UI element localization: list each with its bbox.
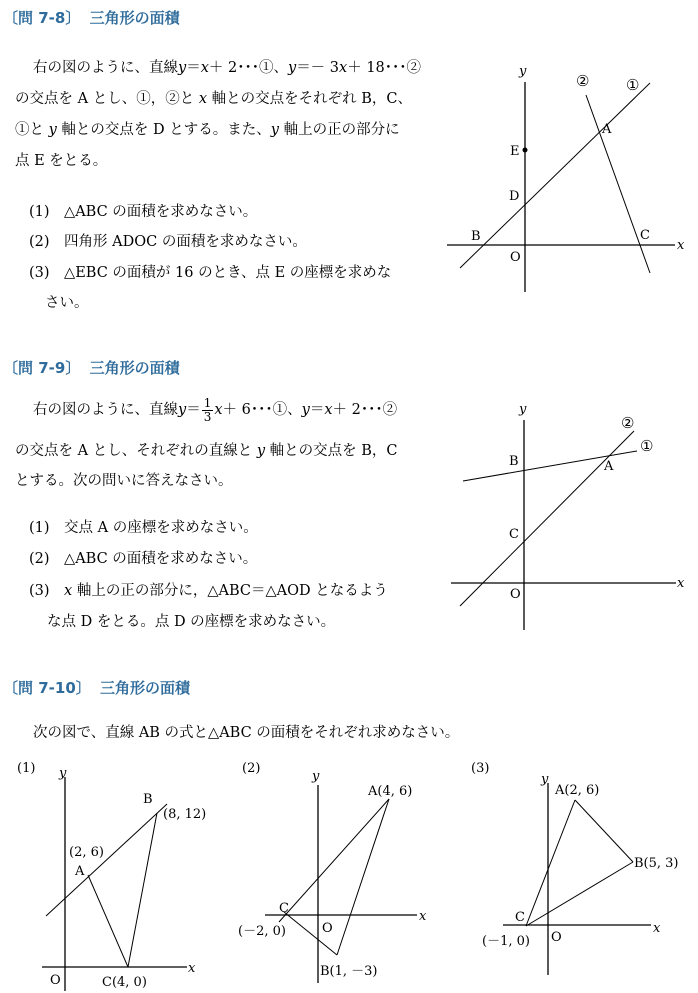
q78-eq2-eq: ＝－ 3 [296,60,340,76]
q710-intro: 次の図で、直線 AB の式と△ABC の面積をそれぞれ求めなさい。 [33,725,460,741]
q78-intro-line2 [15,89,412,109]
q79-title: 三角形の面積 [89,359,180,377]
q710-fig1-a-coord: (2, 6) [69,845,104,860]
q710-fig1-line-ab [46,804,167,916]
q78-intro-line4: 点 E をとる。 [15,153,108,169]
q78-line-2 [586,95,650,273]
q78-heading [3,7,180,28]
q710-fig2-c-coord: (－2, 0) [238,924,286,939]
q79-fig-line1-label: ① [640,437,654,455]
q78-eq1-x: x [200,60,209,76]
q79-intro-text: 右の図のように、直線 [33,402,178,418]
q78-eq1-eq: ＝ [186,60,201,76]
q79-question-2: (2) △ABC の面積を求めなさい。 [29,551,258,567]
q79-label: 〔問 7-9〕 [3,359,81,377]
q710-figure-3 [465,755,698,993]
q710-fig1-b-coord: (8, 12) [163,807,207,822]
q710-fig2-side-ca [279,799,389,922]
q79-question-3-cont: な点 D をとる。点 D の座標を求めなさい。 [47,614,336,630]
q78-fig-line1-label: ① [626,76,640,94]
q78-question-1: (1) △ABC の面積を求めなさい。 [29,204,258,220]
q78-fig-o: O [510,250,521,265]
q78-point-e [523,148,528,153]
q79-intro-line1 [33,395,397,425]
q78-intro3-y: y [48,122,57,138]
q710-fig1-number: (1) [17,761,36,776]
q79-intro-line2 [15,441,397,461]
q710-fig1-x-label: x [188,961,196,976]
q710-fig3-side-bc [526,862,633,926]
q710-fig2-a: A(4, 6) [368,784,413,799]
q79-fig-x-label: x [677,576,685,591]
q78-fig-x-label: x [677,238,685,253]
q78-question-2: (2) 四角形 ADOC の面積を求めなさい。 [29,234,307,250]
q710-fig2-x-label: x [419,909,427,924]
q79-intro-line3: とする。次の問いに答えなさい。 [15,473,233,489]
q79-eq1-fraction [202,397,214,424]
q79-eq1-x: x [214,402,223,418]
q710-fig2-b: B(1, －3) [320,964,378,979]
q710-label: 〔問 7-10〕 [3,679,91,697]
q79-fig-a: A [604,459,614,474]
q710-title: 三角形の面積 [100,679,191,697]
q79-heading [3,357,180,378]
q79-fig-c: C [509,527,519,542]
q78-intro3-a: ①と [15,122,49,138]
q78-figure [440,55,698,300]
q79-line-2 [460,431,634,606]
q78-fig-a: A [602,122,612,137]
q710-fig1-y-label: y [59,766,67,781]
q78-intro-line1 [33,58,421,78]
q78-fig-line2-label: ② [576,72,590,90]
q710-fig3-y-label: y [541,772,549,787]
q710-fig1-a: A [75,864,85,879]
q79-eq1-denominator: 3 [203,409,212,424]
q79-eq1-numerator: 1 [203,395,212,410]
q78-fig-b: B [471,229,481,244]
q79-q3-post: 軸上の正の部分に，△ABC＝△AOD となるよう [72,583,388,599]
q710-fig3-side-ab [575,800,633,862]
q79-question-3 [29,581,388,601]
q710-fig2-side-ab [337,799,389,955]
q710-fig2-y-label: y [312,769,320,784]
q710-figure-2 [232,755,442,993]
q78-intro2-a: の交点を A とし、①，②と [15,91,199,107]
q710-fig1-o: O [50,973,61,988]
q79-fig-line2-label: ② [621,414,635,432]
q710-fig1-b: B [143,792,153,807]
q79-fig-y-label: y [519,402,527,417]
q79-eq2-x: x [324,402,333,418]
q710-fig1-c: C(4, 0) [102,975,147,990]
q78-question-3-cont: さい。 [45,295,89,311]
q710-fig1-side-ac [88,875,128,967]
q710-fig3-side-ca [526,800,575,926]
q710-fig2-number: (2) [242,761,261,776]
q78-fig-y-label: y [519,64,527,79]
q710-fig3-o: O [551,930,562,945]
q79-eq2-y: y [301,402,310,418]
q79-intro2-a: の交点を A とし、それぞれの直線と [15,443,257,459]
q78-fig-c: C [640,228,650,243]
q78-intro-text: 右の図のように、直線 [33,60,178,76]
q78-fig-e: E [510,144,520,159]
q79-figure [440,395,698,635]
q79-q3-x: x [64,583,73,599]
q710-figure-1 [15,755,230,993]
q79-eq1-eq: ＝ [186,402,201,418]
q78-intro3-c: 軸上の正の部分に [278,122,400,138]
q79-eq2-tail: ＋ 2･･･② [332,402,398,418]
q710-fig3-b: B(5, 3) [634,856,679,871]
q78-intro2-b: 軸との交点をそれぞれ B，C、 [207,91,412,107]
q78-eq2-tail: ＋ 18･･･② [347,60,422,76]
q78-eq1-y: y [178,60,187,76]
q79-eq2-eq: ＝ [309,402,325,418]
q710-fig3-c: C [515,910,525,925]
q78-intro3-b: 軸との交点を D とする。また、 [56,122,271,138]
q78-intro2-x: x [198,91,207,107]
q79-eq1-tail: ＋ 6･･･①、 [222,402,302,418]
q78-label: 〔問 7-8〕 [3,9,81,27]
q79-question-1: (1) 交点 A の座標を求めなさい。 [29,520,258,536]
q78-fig-d: D [509,189,520,204]
q710-fig3-number: (3) [471,761,490,776]
q79-intro2-b: 軸との交点を B，C [265,443,398,459]
q79-eq1-y: y [178,402,187,418]
q78-eq2-y: y [287,60,297,76]
q78-question-3: (3) △EBC の面積が 16 のとき、点 E の座標を求めな [29,265,392,281]
q78-intro-line3 [15,120,400,140]
q78-eq2-x: x [339,60,348,76]
q78-eq1-tail: ＋ 2･･･①、 [208,60,288,76]
q79-q3-pre: (3) [29,583,65,599]
q710-fig3-a: A(2, 6) [555,783,600,798]
q79-intro2-y: y [256,443,266,459]
q710-heading [3,677,190,698]
q79-fig-o: O [510,587,521,602]
q710-fig2-c: C [279,901,289,916]
q710-fig3-c-coord: (－1, 0) [482,934,530,949]
q710-fig3-x-label: x [653,921,661,936]
q78-line-1 [460,83,650,268]
q78-intro3-y2: y [270,122,279,138]
q710-fig2-o: O [322,921,333,936]
q78-title: 三角形の面積 [89,9,180,27]
q79-fig-b: B [509,454,519,469]
